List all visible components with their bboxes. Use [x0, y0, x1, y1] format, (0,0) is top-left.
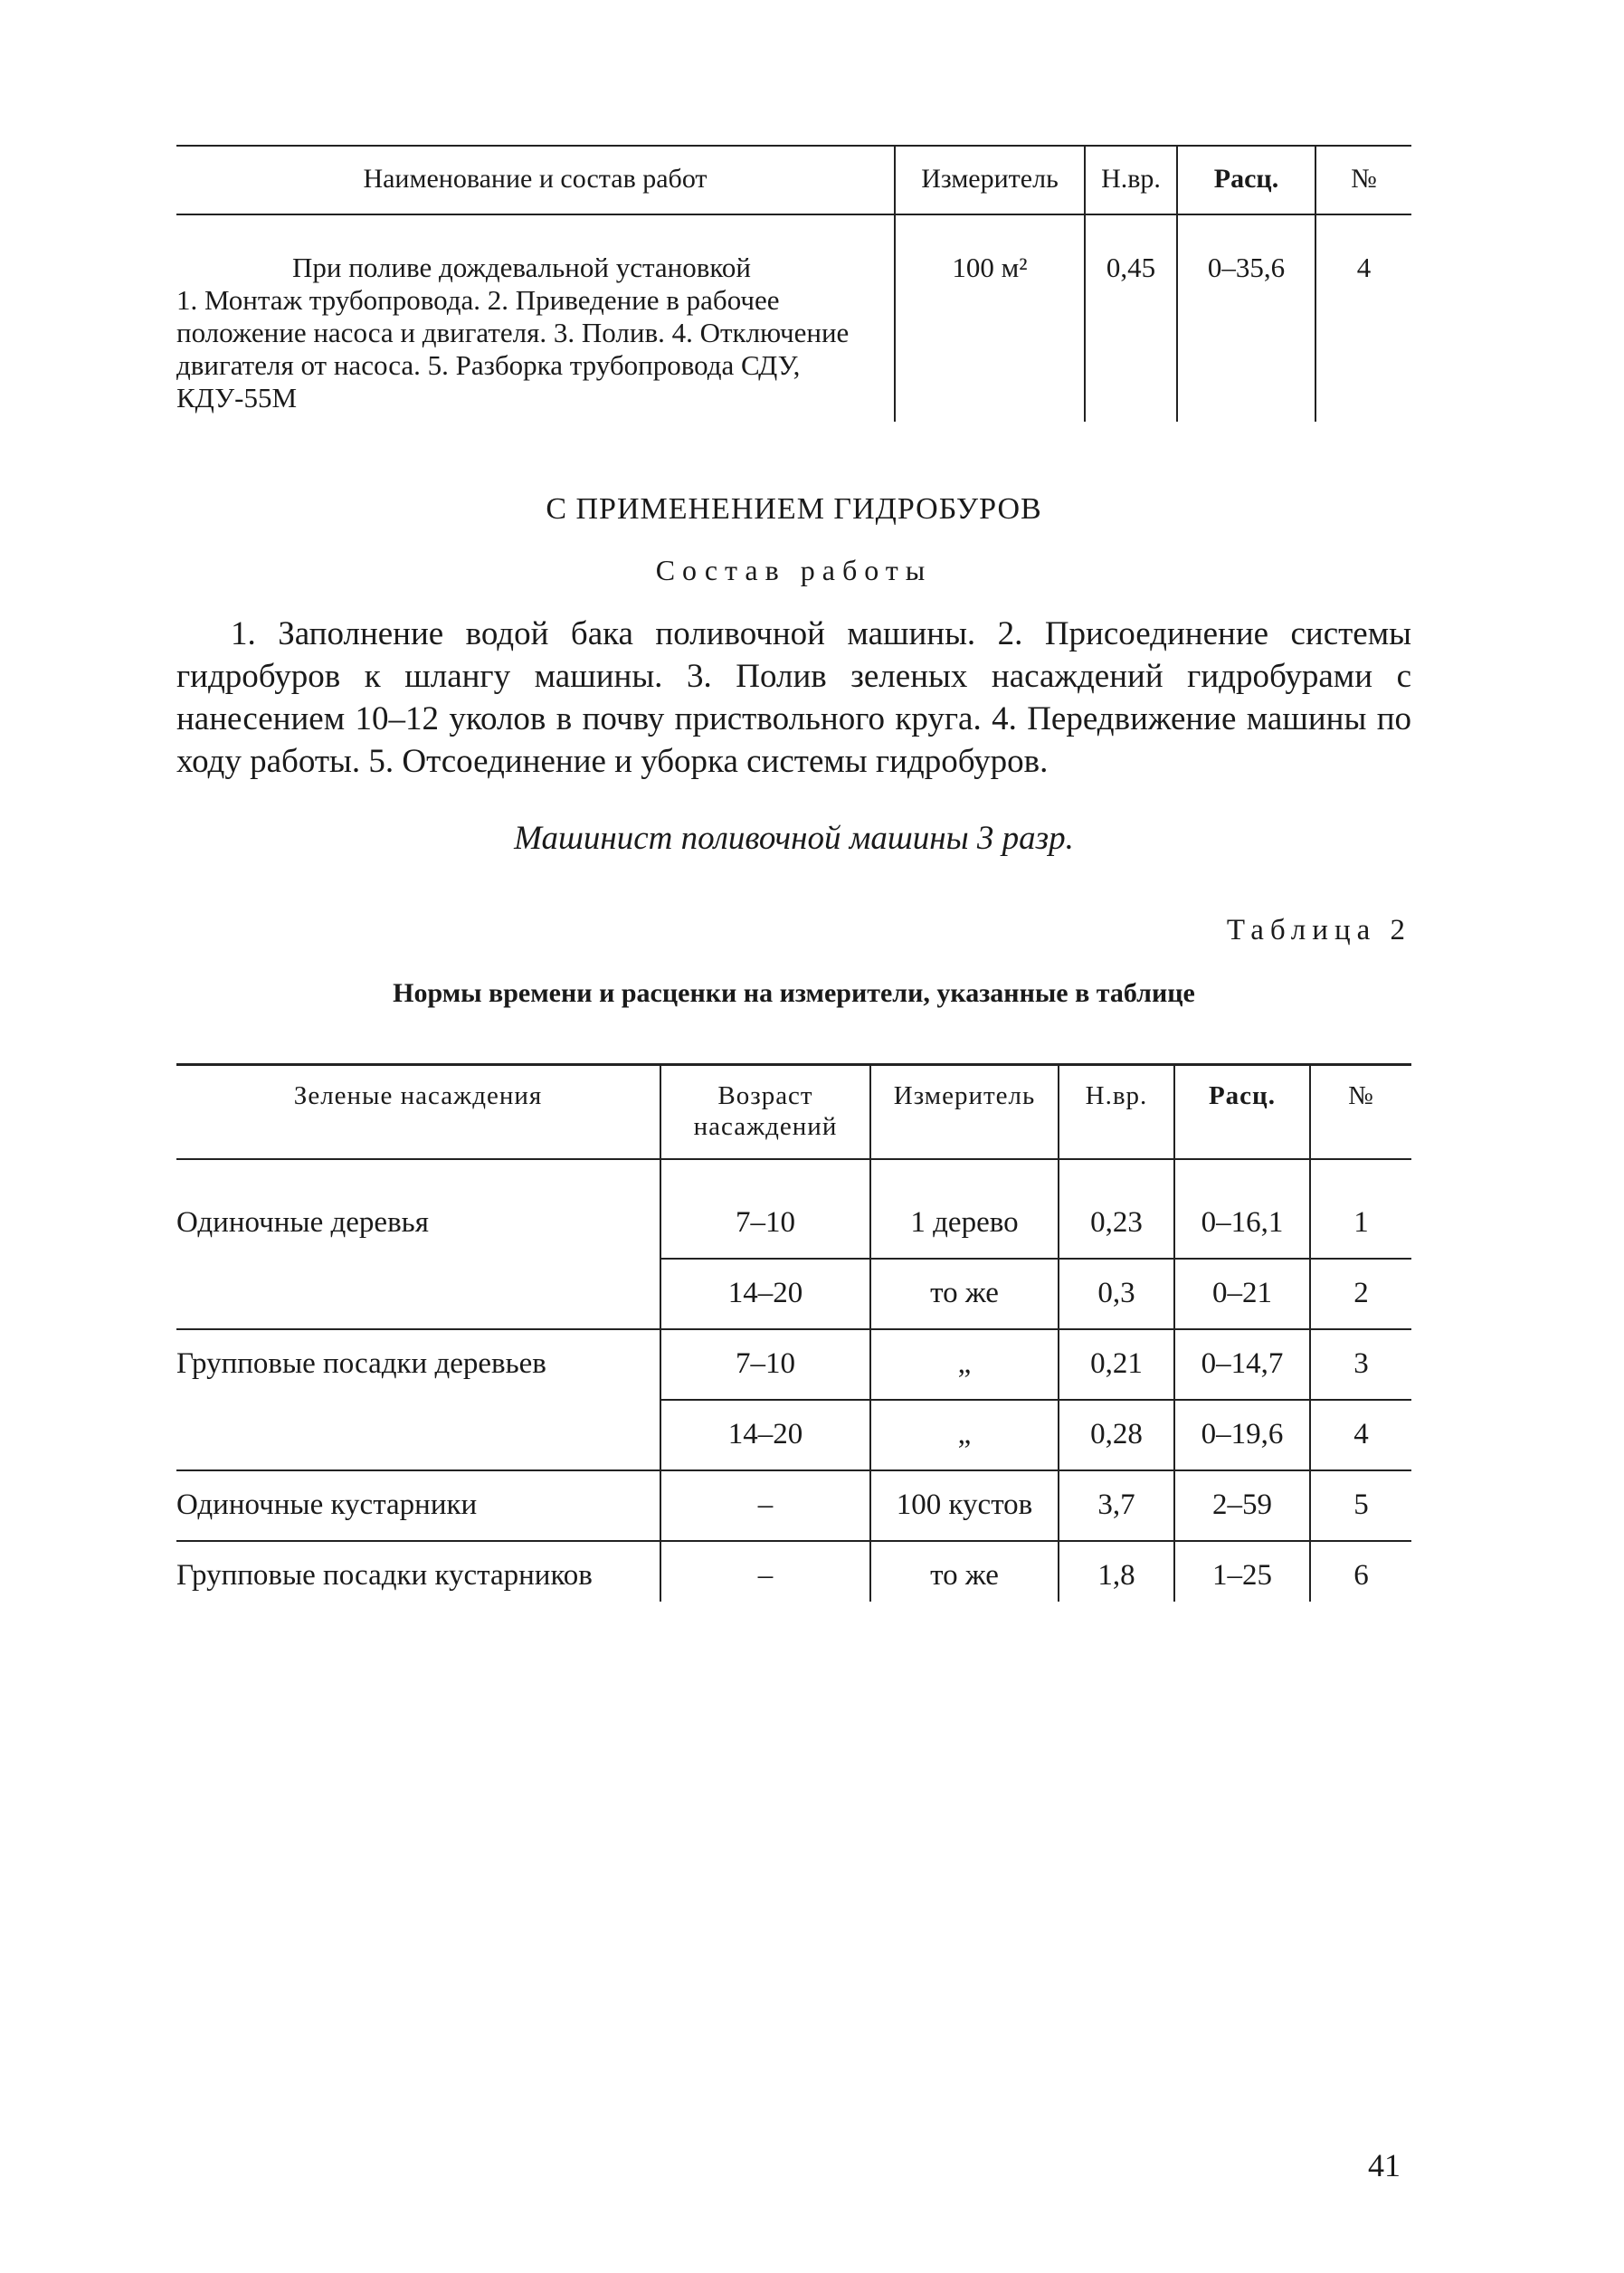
- num-cell: 6: [1310, 1541, 1411, 1602]
- work-composition-text: 1. Заполнение водой бака поливочной машины. 2. Присоединение системы гидробуров к шлангу машины. 3. Полив зеленых насаждений гидробурами с нанесением 10–12 уколов в почву приствольного круга. 4. Передвижение машины по ходу работы. 5. Отсоединение и уборка системы гидробуров.: [176, 615, 1411, 780]
- table-label: Таблица 2: [1226, 914, 1411, 946]
- age-cell: 7–10: [660, 1329, 870, 1400]
- num-cell: 1: [1310, 1159, 1411, 1259]
- page-number: 41: [1368, 2147, 1401, 2183]
- plants-cell: Одиночные кустарники: [176, 1470, 660, 1541]
- header-name: Наименование и состав работ: [176, 146, 895, 214]
- age-cell: 7–10: [660, 1159, 870, 1259]
- unit-cell: то же: [870, 1541, 1059, 1602]
- document-page: [176, 145, 1411, 1602]
- age-cell: 14–20: [660, 1400, 870, 1470]
- plants-cell: Групповые посадки кустарников: [176, 1541, 660, 1602]
- unit-cell: то же: [870, 1259, 1059, 1329]
- subsection-title: Состав работы: [655, 554, 933, 586]
- rate-cell: 0–21: [1174, 1259, 1310, 1329]
- age-cell: 14–20: [660, 1259, 870, 1329]
- norm-cell: 1,8: [1059, 1541, 1174, 1602]
- unit-cell: 100 м²: [895, 214, 1085, 422]
- num-cell: 4: [1310, 1400, 1411, 1470]
- table-row: [176, 1159, 1411, 1259]
- unit-cell: 1 дерево: [870, 1159, 1059, 1259]
- rate-cell: 0–35,6: [1177, 214, 1315, 422]
- num-cell: 4: [1315, 214, 1411, 422]
- norm-cell: 0,28: [1059, 1400, 1174, 1470]
- plants-cell: Одиночные деревья: [176, 1206, 429, 1239]
- table-row: [176, 214, 1411, 422]
- norms-table-2: [176, 1063, 1411, 1602]
- unit-cell: „: [870, 1329, 1059, 1400]
- work-norms-table: [176, 145, 1411, 422]
- header-unit: Измеритель: [895, 146, 1085, 214]
- work-title: При поливе дождевальной установкой: [292, 252, 751, 283]
- age-cell: –: [660, 1470, 870, 1541]
- table-row: [176, 1541, 1411, 1602]
- section-title: С ПРИМЕНЕНИЕМ ГИДРОБУРОВ: [546, 492, 1042, 526]
- unit-cell: 100 кустов: [870, 1470, 1059, 1541]
- rate-cell: 0–16,1: [1174, 1159, 1310, 1259]
- header-num: №: [1315, 146, 1411, 214]
- worker-qualification: Машинист поливочной машины 3 разр.: [514, 820, 1074, 857]
- num-cell: 5: [1310, 1470, 1411, 1541]
- table-row: [176, 1329, 1411, 1400]
- plants-cell: [176, 1400, 660, 1470]
- header-unit: Измеритель: [870, 1065, 1059, 1160]
- table-caption: Нормы времени и расценки на измерители, указанные в таблице: [393, 978, 1195, 1008]
- table-row: [176, 1259, 1411, 1329]
- rate-cell: 0–14,7: [1174, 1329, 1310, 1400]
- norm-cell: 0,45: [1085, 214, 1177, 422]
- header-age: Возраст насаждений: [660, 1065, 870, 1160]
- header-norm: Н.вр.: [1059, 1065, 1174, 1160]
- num-cell: 2: [1310, 1259, 1411, 1329]
- norm-cell: 0,3: [1059, 1259, 1174, 1329]
- header-rate: Расц.: [1177, 146, 1315, 214]
- table-row: [176, 1470, 1411, 1541]
- age-cell: –: [660, 1541, 870, 1602]
- norm-cell: 3,7: [1059, 1470, 1174, 1541]
- plants-cell: [176, 1259, 660, 1329]
- table-row: [176, 1400, 1411, 1470]
- norm-cell: 0,23: [1059, 1159, 1174, 1259]
- work-description-cell: [176, 214, 895, 422]
- unit-cell: „: [870, 1400, 1059, 1470]
- table-header-row: [176, 146, 1411, 214]
- header-plants: Зеленые насаждения: [176, 1065, 660, 1160]
- header-rate: Расц.: [1174, 1065, 1310, 1160]
- header-num: №: [1310, 1065, 1411, 1160]
- rate-cell: 1–25: [1174, 1541, 1310, 1602]
- table-header-row: [176, 1065, 1411, 1160]
- header-norm: Н.вр.: [1085, 146, 1177, 214]
- plants-cell: Групповые посадки деревьев: [176, 1329, 660, 1400]
- norm-cell: 0,21: [1059, 1329, 1174, 1400]
- rate-cell: 0–19,6: [1174, 1400, 1310, 1470]
- rate-cell: 2–59: [1174, 1470, 1310, 1541]
- num-cell: 3: [1310, 1329, 1411, 1400]
- work-steps: 1. Монтаж трубопровода. 2. Приведение в рабочее положение насоса и двигателя. 3. Полив. 4. Отключение двигателя от насоса. 5. Разборка трубопровода СДУ, КДУ-55М: [176, 284, 850, 414]
